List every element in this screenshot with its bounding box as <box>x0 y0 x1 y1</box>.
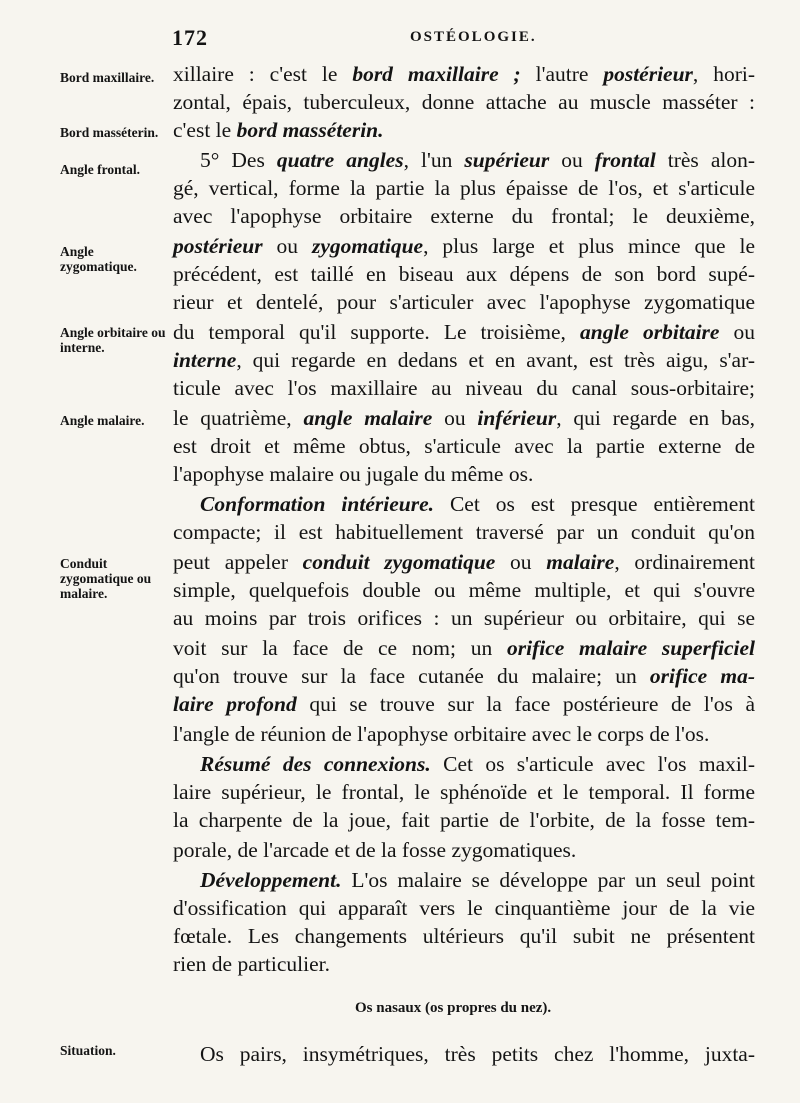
text-run: au moins par trois orifices : un supérieur ou orbitaire, qui se <box>173 606 755 630</box>
text-line <box>173 950 755 978</box>
italic-term: Développement. <box>200 868 342 892</box>
text-line <box>173 604 755 632</box>
italic-term: supérieur <box>464 148 550 172</box>
text-run: , l'un <box>403 148 465 172</box>
text-line <box>173 836 755 864</box>
text-line <box>200 490 755 518</box>
text-line <box>173 690 755 718</box>
text-line <box>173 260 755 288</box>
text-run: ou <box>432 406 478 430</box>
text-run: , plus large et plus mince que le <box>423 234 755 258</box>
text-line <box>173 202 755 230</box>
text-line <box>173 576 755 604</box>
italic-term: angle orbitaire <box>579 320 720 344</box>
text-line <box>173 720 755 748</box>
text-line <box>173 346 755 374</box>
text-run: l'angle de réunion de l'apophyse orbitaire avec le corps de l'os. <box>173 722 710 746</box>
text-run: , hori- <box>692 62 755 86</box>
text-run: , ordinairement <box>614 550 756 574</box>
margin-note: Bord masséterin. <box>60 125 159 140</box>
italic-term: Résumé des connexions. <box>200 752 431 776</box>
text-run: simple, quelquefois double ou même multiple, et qui s'ouvre <box>173 578 755 602</box>
text-run: qu'on trouve sur la face cutanée du malaire; un <box>173 664 650 688</box>
italic-term: angle malaire <box>303 406 433 430</box>
text-line <box>173 374 755 402</box>
text-run: l'autre <box>520 62 604 86</box>
text-line <box>173 662 755 690</box>
text-run: peut appeler <box>173 550 303 574</box>
running-title: OSTÉOLOGIE. <box>410 29 537 45</box>
text-line <box>200 146 755 174</box>
text-run: L'os malaire se développe par un seul point <box>341 868 755 892</box>
text-line <box>173 922 755 950</box>
text-line <box>173 232 755 260</box>
italic-term: bord maxillaire ; <box>352 62 521 86</box>
text-line <box>173 116 755 144</box>
text-line <box>173 806 755 834</box>
text-run: l'apophyse malaire ou jugale du même os. <box>173 462 534 486</box>
text-line <box>200 750 755 778</box>
text-line <box>173 548 755 576</box>
text-run: voit sur la face de ce nom; un <box>173 636 507 660</box>
text-run: zontal, épais, tuberculeux, donne attache au muscle masséter : <box>173 90 755 114</box>
text-line <box>173 318 755 346</box>
text-line <box>173 60 755 88</box>
text-run: Cet os s'articule avec l'os maxil- <box>430 752 756 776</box>
margin-note: Angle malaire. <box>60 413 145 428</box>
text-run: ticule avec l'os maxillaire au niveau du canal sous-orbitaire; <box>173 376 755 400</box>
text-line <box>173 518 755 546</box>
text-line <box>173 778 755 806</box>
italic-term: quatre angles <box>276 148 404 172</box>
text-run: rieur et dentelé, pour s'articuler avec l'apophyse zygomatique <box>173 290 755 314</box>
italic-term: zygomatique <box>312 234 424 258</box>
text-run: gé, vertical, forme la partie la plus épaisse de l'os, et s'articule <box>173 176 755 200</box>
page-header <box>0 25 800 51</box>
text-run: qui se trouve sur la face postérieure de l'os à <box>296 692 755 716</box>
italic-term: postérieur <box>173 234 263 258</box>
text-run: Os pairs, insymétriques, très petits chez l'homme, juxta- <box>200 1042 755 1066</box>
italic-term: orifice malaire superficiel <box>506 636 755 660</box>
text-line <box>173 404 755 432</box>
italic-term: inférieur <box>477 406 557 430</box>
margin-note: Angle orbitaire ou interne. <box>60 325 166 355</box>
text-run: la charpente de la joue, fait partie de l'orbite, de la fosse tem- <box>173 808 755 832</box>
text-run: le quatrième, <box>173 406 304 430</box>
text-run: ou <box>549 148 595 172</box>
margin-note: Angle frontal. <box>60 162 140 177</box>
text-run: rien de particulier. <box>173 952 330 976</box>
text-run: très alon- <box>655 148 756 172</box>
italic-term: Conformation intérieure. <box>200 492 434 516</box>
italic-term: interne <box>173 348 237 372</box>
text-run: ou <box>495 550 547 574</box>
italic-term: postérieur <box>603 62 693 86</box>
text-line <box>173 288 755 316</box>
text-run: compacte; il est habituellement traversé par un conduit qu'on <box>173 520 755 544</box>
text-line <box>200 866 755 894</box>
section-title: Os nasaux (os propres du nez). <box>355 1000 552 1016</box>
text-line <box>173 460 755 488</box>
text-run: du temporal qu'il supporte. Le troisième, <box>173 320 580 344</box>
text-run: 5° Des <box>200 148 277 172</box>
text-run: porale, de l'arcade et de la fosse zygomatiques. <box>173 838 577 862</box>
margin-note: Angle zygomatique. <box>60 244 137 274</box>
italic-term: conduit zygomatique <box>302 550 496 574</box>
margin-note: Bord maxillaire. <box>60 70 155 85</box>
text-run: , qui regarde en dedans et en avant, est très aigu, s'ar- <box>236 348 755 372</box>
text-run: , qui regarde en bas, <box>556 406 756 430</box>
text-line <box>173 894 755 922</box>
text-run: avec l'apophyse orbitaire externe du frontal; le deuxième, <box>173 204 755 228</box>
text-run: précédent, est taillé en biseau aux dépens de son bord supé- <box>173 262 755 286</box>
italic-term: bord masséterin. <box>236 118 384 142</box>
italic-term: laire profond <box>173 692 297 716</box>
text-run: ou <box>719 320 755 344</box>
text-run: c'est le <box>173 118 237 142</box>
text-run: laire supérieur, le frontal, le sphénoïde et le temporal. Il forme <box>173 780 755 804</box>
text-run: d'ossification qui apparaît vers le cinquantième jour de la vie <box>173 896 755 920</box>
margin-note: Situation. <box>60 1043 116 1058</box>
page-number: 172 <box>172 25 208 50</box>
italic-term: frontal <box>594 148 656 172</box>
text-line <box>173 88 755 116</box>
text-line <box>200 1040 755 1068</box>
text-line <box>173 174 755 202</box>
text-line <box>173 432 755 460</box>
italic-term: orifice ma- <box>649 664 755 688</box>
text-line <box>173 634 755 662</box>
text-run: xillaire : c'est le <box>173 62 353 86</box>
text-run: ou <box>262 234 312 258</box>
text-run: est droit et même obtus, s'articule avec la partie externe de <box>173 434 755 458</box>
text-run: fœtale. Les changements ultérieurs qu'il subit ne présentent <box>173 924 755 948</box>
margin-note: Conduit zygomatique ou malaire. <box>60 556 152 601</box>
text-run: Cet os est presque entièrement <box>433 492 755 516</box>
italic-term: malaire <box>546 550 615 574</box>
